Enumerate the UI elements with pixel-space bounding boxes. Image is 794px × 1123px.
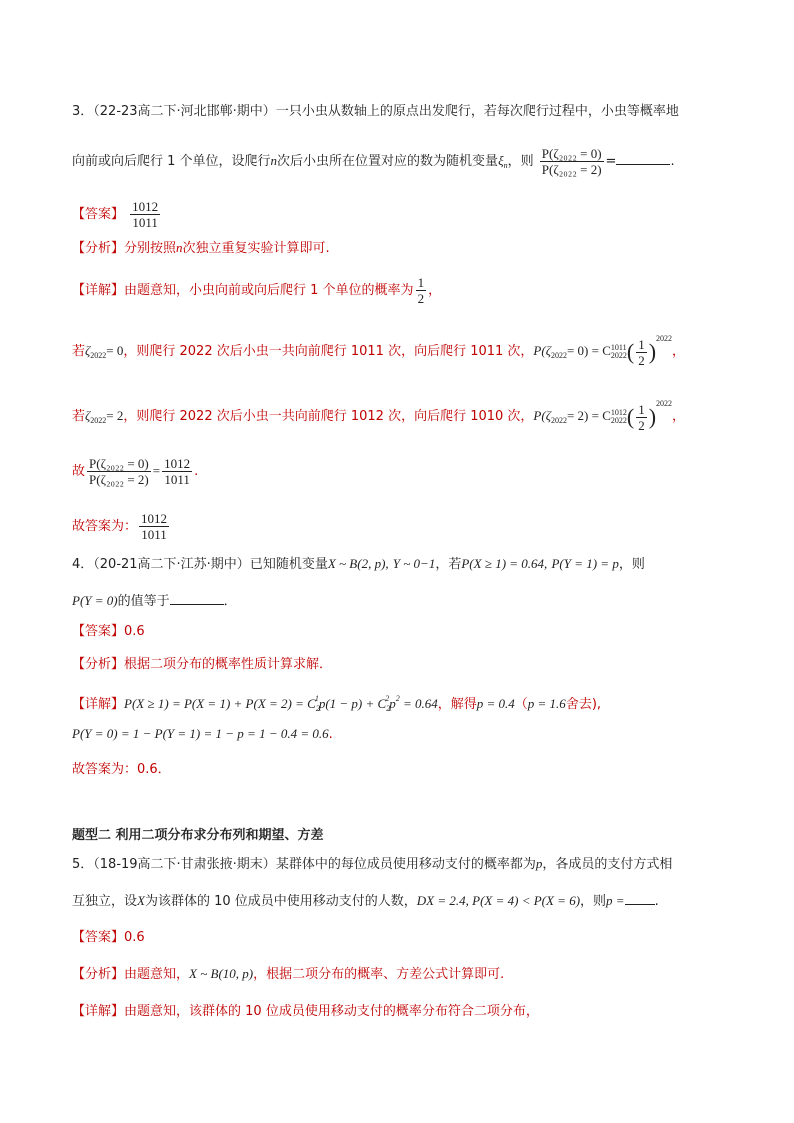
q3-stem-part2: 向前或向后爬行 1 个单位，设爬行	[72, 154, 271, 169]
q5-stem-line1: 5．（18-19高二下·甘肃张掖·期末）某群体中的每位成员使用移动支付的概率都为p，各成员的支付方式相	[72, 856, 673, 872]
q3-stem-part3: 次后小虫所在位置对应的数为随机变量	[277, 154, 499, 169]
q3-var-n: n	[270, 153, 278, 168]
q5-answer-blank[interactable]	[625, 892, 655, 905]
q4-answer: 【答案】0.6	[72, 624, 145, 639]
q4-analysis: 【分析】根据二项分布的概率性质计算求解．	[72, 657, 333, 672]
analysis-label: 【分析】	[72, 241, 125, 256]
q3-equals: =	[605, 154, 617, 169]
q3-answer-fraction: $\frac{1012}{1011}$	[132, 199, 159, 230]
q3-analysis: 【分析】分别按照n次独立重复实验计算即可.	[72, 240, 330, 256]
q3-fraction: $\frac{\text{P(ζ₂₀₂₂ = 0)}}{\text{P(ζ₂₀₂₂ = 2)}}$	[541, 146, 602, 177]
q4-source: 4．（20-21高二下·江苏·期中）	[72, 557, 250, 572]
q5-answer: 【答案】0.6	[72, 930, 145, 945]
q4-stem-line1: 4．（20-21高二下·江苏·期中）已知随机变量X ~ B(2, p), Y ~ 0−1，若P(X ≥ 1) = 0.64, P(Y = 1) = p，则	[72, 556, 645, 572]
q5-stem-line2: 互独立，设X为该群体的 10 位成员中使用移动支付的人数，DX = 2.4, P(X = 4) < P(X = 6)，则p = .	[72, 893, 659, 909]
q3-detail-line1: 【详解】由题意知，小虫向前或向后爬行 1 个单位的概率为 $\frac{1}{2}$ ，	[72, 275, 442, 306]
q3-source: 3．（22-23高二下·河北邯郸·期中）	[72, 104, 276, 119]
q3-stem-line1	[72, 103, 679, 121]
q3-var-xi: ξ	[498, 153, 504, 168]
q5-source: 5．（18-19高二下·甘肃张掖·期末）	[72, 857, 276, 872]
section-title: 题型二 利用二项分布求分布列和期望、方差	[72, 828, 324, 843]
q3-detail-line5: 故答案为： $\frac{1012}{1011}$	[72, 511, 168, 542]
answer-label: 【答案】	[72, 207, 125, 222]
detail-label: 【详解】	[72, 283, 125, 298]
q4-answer-blank[interactable]	[170, 592, 224, 605]
q3-detail-line4: 故 $\frac{\text{P(ζ₂₀₂₂ = 0)}}{\text{P(ζ₂₀₂₂ = 2)}}$ = $\frac{1012}{1011}$ .	[72, 456, 199, 487]
q3-stem-part4: ，则	[507, 154, 534, 169]
q4-detail-line1: 【详解】$P(X \ge 1) = P(X = 1) + P(X = 2) = C_2^1p(1 - p) + C_2^2p^2 = 0.64$，解得p = 0.4（p = 1.6舍去),	[72, 694, 602, 713]
q3-answer-blank[interactable]	[616, 152, 670, 165]
q5-analysis: 【分析】由题意知，X ~ B(10, p)，根据二项分布的概率、方差公式计算即可.	[72, 966, 505, 982]
q3-detail-line2: 若$\zeta_{2022}= 0$，则爬行 2022 次后小虫一共向前爬行 1011 次，向后爬行 1011 次，$P(\zeta_{2022}= 0) = C$ 1011 2022 ( $\frac{1}{2}$ )$^{2022}$，	[72, 334, 686, 368]
q4-detail-line2: P(Y = 0) = 1 − P(Y = 1) = 1 − p = 1 − 0.4 = 0.6.	[72, 726, 333, 742]
q4-stem-line2: P(Y = 0)的值等于 ．	[72, 593, 237, 609]
q4-final: 故答案为：0.6．	[72, 762, 171, 777]
q3-answer	[72, 199, 162, 230]
q5-detail: 【详解】由题意知，该群体的 10 位成员使用移动支付的概率分布符合二项分布，	[72, 1004, 539, 1019]
q3-detail-line3: 若$\zeta_{2022}= 2$，则爬行 2022 次后小虫一共向前爬行 1012 次，向后爬行 1010 次，$P(\zeta_{2022}= 2) = C$ 1012 2022 ( $\frac{1}{2}$ )$^{2022}$，	[72, 399, 686, 433]
q3-stem-part1: 一只小虫从数轴上的原点出发爬行，若每次爬行过程中，小虫等概率地	[275, 104, 679, 119]
q3-stem-line2: 向前或向后爬行 1 个单位，设爬行n次后小虫所在位置对应的数为随机变量$\xi_n$，则 $\frac{\text{P(ζ₂₀₂₂ = 0)}}{\text{P(ζ₂₀₂₂ = 2)}}$ = .	[72, 146, 675, 177]
